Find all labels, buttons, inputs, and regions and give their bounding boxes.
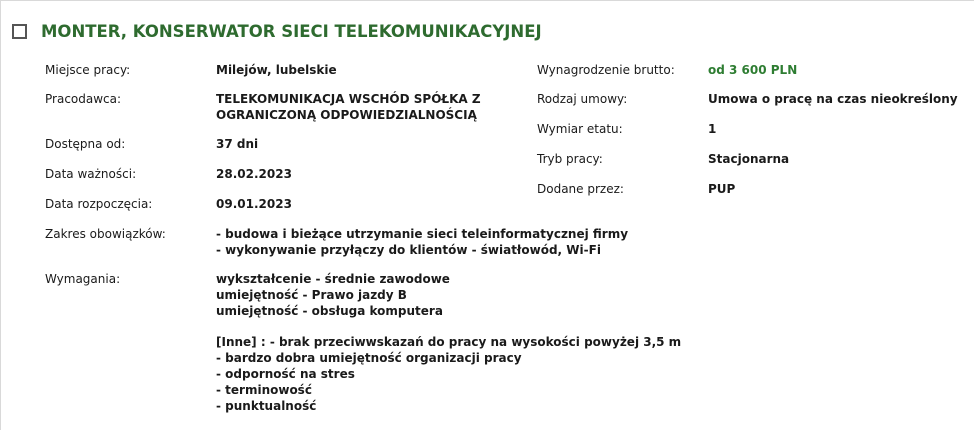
work-time-value: 1 (708, 122, 717, 136)
duties-line1: - budowa i bieżące utrzymanie sieci teleinformatycznej firmy (216, 227, 629, 241)
added-by-value: PUP (708, 182, 736, 196)
requirement-item: wykształcenie - średnie zawodowe (216, 272, 450, 286)
offer-header (12, 22, 542, 41)
duties-label: Zakres obowiązków: (45, 227, 166, 241)
salary-label: Wynagrodzenie brutto: (537, 63, 675, 77)
requirement-item: umiejętność - Prawo jazdy B (216, 288, 407, 302)
start-date-label: Data rozpoczęcia: (45, 197, 153, 211)
requirements-label: Wymagania: (45, 272, 121, 286)
available-since-value: 37 dni (216, 137, 259, 151)
requirements-gap (216, 319, 681, 334)
duties-line2: - wykonywanie przyłączy do klientów - światłowód, Wi-Fi (216, 243, 601, 257)
requirement-item: - punktualność (216, 399, 317, 413)
offer-title[interactable]: MONTER, KONSERWATOR SIECI TELEKOMUNIKACYJNEJ (41, 22, 542, 41)
contract-type-label: Rodzaj umowy: (537, 92, 628, 106)
expiry-date-value: 28.02.2023 (216, 167, 292, 181)
contract-type-value: Umowa o pracę na czas nieokreślony (708, 92, 958, 106)
requirements-list (216, 271, 681, 414)
available-since-label: Dostępna od: (45, 137, 126, 151)
workplace-label: Miejsce pracy: (45, 63, 131, 77)
requirement-item: - terminowość (216, 383, 312, 397)
employer-label: Pracodawca: (45, 92, 122, 106)
requirement-item: - odporność na stres (216, 367, 355, 381)
salary-value: od 3 600 PLN (708, 63, 798, 77)
work-time-label: Wymiar etatu: (537, 122, 623, 136)
requirement-item: - bardzo dobra umiejętność organizacji pracy (216, 351, 522, 365)
select-offer-checkbox[interactable] (12, 24, 27, 39)
work-mode-value: Stacjonarna (708, 152, 790, 166)
work-mode-label: Tryb pracy: (537, 152, 603, 166)
requirement-item: umiejętność - obsługa komputera (216, 304, 443, 318)
employer-value-line2: OGRANICZONĄ ODPOWIEDZIALNOŚCIĄ (216, 108, 477, 122)
requirement-item: [Inne] : - brak przeciwwskazań do pracy na wysokości powyżej 3,5 m (216, 335, 682, 349)
expiry-date-label: Data ważności: (45, 167, 137, 181)
workplace-value: Milejów, lubelskie (216, 63, 337, 77)
added-by-label: Dodane przez: (537, 182, 624, 196)
start-date-value: 09.01.2023 (216, 197, 292, 211)
employer-value-line1: TELEKOMUNIKACJA WSCHÓD SPÓŁKA Z (216, 92, 481, 106)
